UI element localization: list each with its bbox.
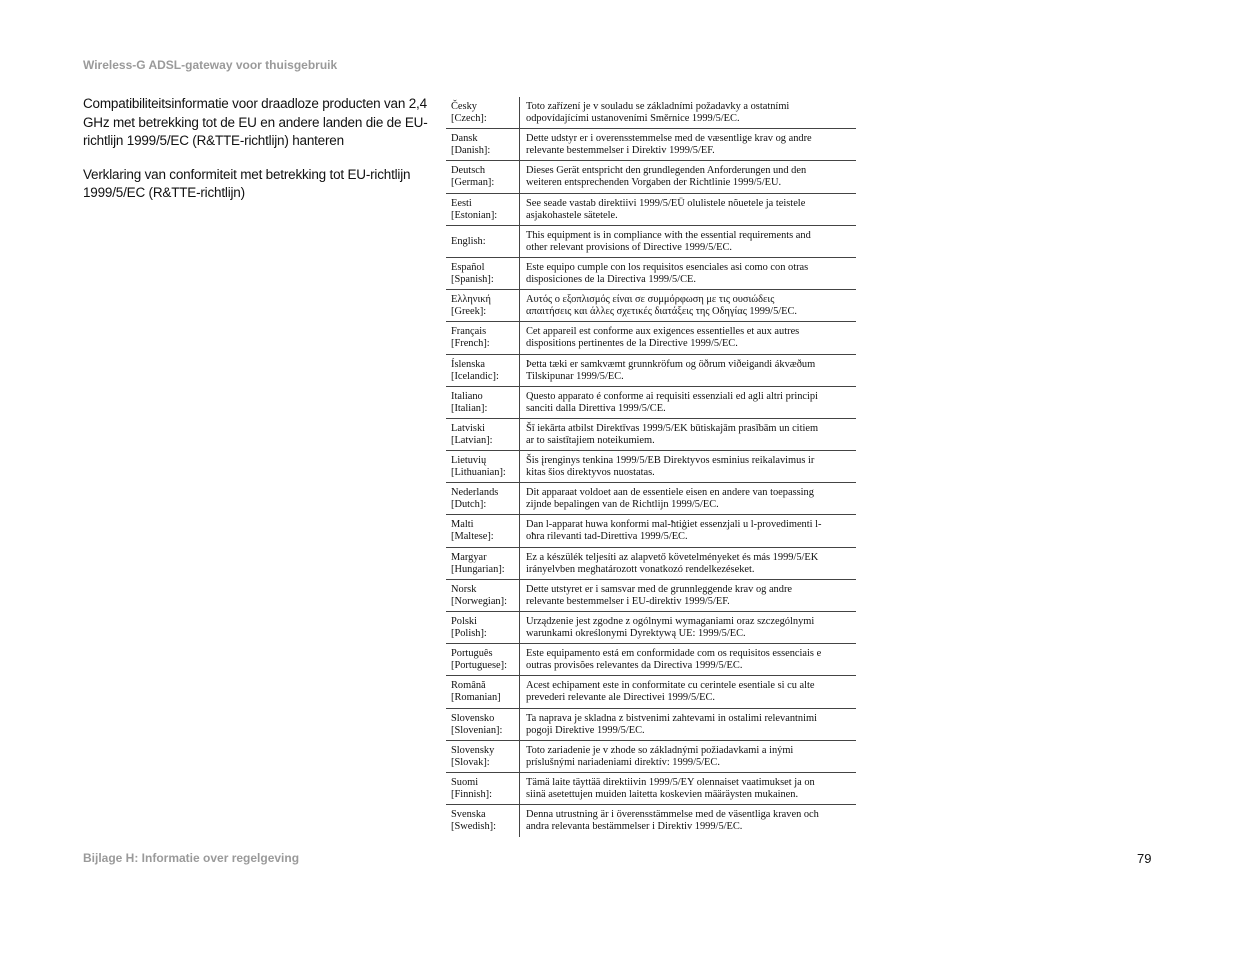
statement-line: Cet appareil est conforme aux exigences essentielles et aux autres — [526, 326, 800, 338]
language-name: Español — [451, 261, 485, 273]
language-label: [Dutch]: — [451, 499, 487, 511]
language-name: Margyar — [451, 551, 487, 563]
language-label: [Czech]: — [451, 113, 487, 124]
statement-cell — [520, 676, 856, 707]
language-name: Ελληνική — [451, 294, 491, 306]
table-row — [446, 290, 856, 322]
statement-line: asjakohastele sätetele. — [526, 209, 618, 221]
language-name: Deutsch — [451, 165, 486, 177]
language-label: [Romanian] — [451, 692, 501, 704]
statement-cell — [520, 322, 856, 353]
statement-cell — [520, 805, 856, 837]
statement-cell — [520, 419, 856, 450]
statement-line: See seade vastab direktiivi 1999/5/EÜ olulistele nõuetele ja teistele — [526, 197, 806, 209]
statement-cell — [520, 451, 856, 482]
statement-line: odpovídajícími ustanoveními Směrnice 1999/5/EC. — [526, 113, 740, 124]
language-label: [Maltese]: — [451, 531, 494, 543]
statement-line: prevederi relevante ale Directivei 1999/5/EC. — [526, 692, 715, 704]
statement-line: ar to saistītajiem noteikumiem. — [526, 434, 655, 446]
statement-line: απαιτήσεις και άλλες σχετικές διατάξεις της Οδηγίας 1999/5/EC. — [526, 306, 798, 318]
table-row — [446, 612, 856, 644]
language-name: Dansk — [451, 133, 478, 145]
table-row — [446, 387, 856, 419]
statement-line: Tämä laite täyttää direktiivin 1999/5/EY olennaiset vaatimukset ja on — [526, 776, 815, 788]
statement-line: sanciti dalla Direttiva 1999/5/CE. — [526, 402, 666, 414]
table-row — [446, 773, 856, 805]
table-row — [446, 676, 856, 708]
statement-line: Dette utstyret er i samsvar med de grunnleggende krav og andre — [526, 583, 793, 595]
language-name: Italiano — [451, 390, 483, 402]
statement-cell — [520, 773, 856, 804]
language-cell — [446, 805, 520, 837]
language-name: Français — [451, 326, 487, 338]
language-name: Português — [451, 648, 493, 660]
language-label: [Slovak]: — [451, 756, 490, 768]
language-cell — [446, 322, 520, 353]
table-row — [446, 97, 856, 129]
language-cell — [446, 709, 520, 740]
language-name: Suomi — [451, 776, 479, 788]
statement-cell — [520, 709, 856, 740]
statement-line: siinä asetettujen muiden laitetta koskevien määräysten mukainen. — [526, 788, 799, 800]
language-label: [Danish]: — [451, 145, 491, 157]
language-name: Norsk — [451, 583, 477, 595]
language-label: [German]: — [451, 177, 495, 189]
intro-section — [83, 95, 433, 218]
statement-cell — [520, 612, 856, 643]
statement-cell — [520, 226, 856, 257]
language-cell — [446, 290, 520, 321]
statement-line: dispositions pertinentes de la Directive 1999/5/EC. — [526, 338, 738, 350]
language-cell — [446, 548, 520, 579]
statement-line: This equipment is in compliance with the essential requirements and — [526, 229, 811, 241]
language-cell — [446, 258, 520, 289]
language-name: Nederlands — [451, 487, 499, 499]
language-cell — [446, 676, 520, 707]
language-label: [Hungarian]: — [451, 563, 505, 575]
statement-cell — [520, 741, 856, 772]
table-row — [446, 258, 856, 290]
language-cell — [446, 773, 520, 804]
language-cell — [446, 355, 520, 386]
language-name: English: — [451, 235, 486, 247]
table-row — [446, 515, 856, 547]
language-name: Eesti — [451, 197, 472, 209]
statement-cell — [520, 129, 856, 160]
language-label: [Slovenian]: — [451, 724, 503, 736]
table-row — [446, 644, 856, 676]
statement-line: kitas šios direktyvos nuostatas. — [526, 467, 655, 479]
statement-line: Toto zařízení je v souladu se základními požadavky a ostatními — [526, 101, 790, 112]
table-row — [446, 419, 856, 451]
language-cell — [446, 644, 520, 675]
page-number: 79 — [1137, 851, 1152, 866]
statement-line: Este equipo cumple con los requisitos esenciales asi como con otras — [526, 261, 809, 273]
language-label: [Spanish]: — [451, 273, 494, 285]
language-label: [Polish]: — [451, 628, 487, 639]
statement-line: zijnde bepalingen van de Richtlijn 1999/5/EC. — [526, 499, 719, 511]
statement-line: Šī iekārta atbilst Direktīvas 1999/5/EK būtiskajām prasībām un citiem — [526, 422, 819, 434]
language-label: [Icelandic]: — [451, 370, 499, 382]
statement-line: Tilskipunar 1999/5/EC. — [526, 370, 624, 382]
language-cell — [446, 483, 520, 514]
statement-line: disposiciones de la Directiva 1999/5/CE. — [526, 273, 696, 285]
language-cell — [446, 129, 520, 160]
language-label: [Portuguese]: — [451, 660, 507, 672]
language-name: Česky — [451, 101, 477, 112]
statement-cell — [520, 483, 856, 514]
statement-cell — [520, 258, 856, 289]
language-label: [Estonian]: — [451, 209, 498, 221]
language-label: [French]: — [451, 338, 490, 350]
statement-line: warunkami określonymi Dyrektywą UE: 1999/5/EC. — [526, 628, 746, 639]
statement-line: relevante bestemmelser i Direktiv 1999/5/EF. — [526, 145, 715, 157]
statement-cell — [520, 97, 856, 128]
statement-cell — [520, 290, 856, 321]
table-row — [446, 741, 856, 773]
statement-line: Acest echipament este in conformitate cu cerintele esentiale si cu alte — [526, 680, 815, 692]
statement-line: oħra rilevanti tad-Direttiva 1999/5/EC. — [526, 531, 688, 543]
compatibility-heading: Compatibiliteitsinformatie voor draadloze producten van 2,4 GHz met betrekking tot de EU en andere landen die de EU-richtlijn 1999/5/EC (R&TTE-richtlijn) hanteren — [83, 96, 428, 148]
language-cell — [446, 226, 520, 257]
statement-line: Šis įrenginys tenkina 1999/5/EB Direktyvos esminius reikalavimus ir — [526, 455, 815, 467]
statement-line: Questo apparato é conforme ai requisiti essenziali ed agli altri principi — [526, 390, 818, 402]
conformity-heading: Verklaring van conformiteit met betrekking tot EU-richtlijn 1999/5/EC (R&TTE-richtlijn) — [83, 166, 411, 200]
statement-line: weiteren entsprechenden Vorgaben der Richtlinie 1999/5/EU. — [526, 177, 782, 189]
statement-line: irányelvben meghatározott vonatkozó rendelkezéseket. — [526, 563, 755, 575]
language-label: [Finnish]: — [451, 788, 492, 800]
statement-line: Αυτός ο εξοπλισμός είναι σε συμμόρφωση με τις ουσιώδεις — [526, 294, 775, 306]
language-name: Lietuvių — [451, 455, 487, 467]
language-name: Latviski — [451, 422, 486, 434]
language-cell — [446, 741, 520, 772]
statement-line: Þetta tæki er samkvæmt grunnkröfum og öðrum viðeigandi ákvæðum — [526, 358, 816, 370]
statement-cell — [520, 387, 856, 418]
statement-cell — [520, 161, 856, 192]
statement-line: Dit apparaat voldoet aan de essentiele eisen en andere van toepassing — [526, 487, 814, 499]
table-row — [446, 451, 856, 483]
language-cell — [446, 612, 520, 643]
language-cell — [446, 515, 520, 546]
language-label: [Lithuanian]: — [451, 467, 506, 479]
language-name: Malti — [451, 519, 474, 531]
table-row — [446, 322, 856, 354]
language-name: Polski — [451, 616, 477, 627]
statement-cell — [520, 355, 856, 386]
language-name: Slovensko — [451, 712, 495, 724]
statement-cell — [520, 515, 856, 546]
table-row — [446, 548, 856, 580]
language-cell — [446, 387, 520, 418]
statement-line: Dan l-apparat huwa konformi mal-ħtiġiet essenzjali u l-provedimenti l- — [526, 519, 822, 531]
statement-cell — [520, 580, 856, 611]
language-name: Íslenska — [451, 358, 486, 370]
language-label: [Italian]: — [451, 402, 488, 414]
statement-cell — [520, 194, 856, 225]
language-cell — [446, 580, 520, 611]
table-row — [446, 226, 856, 258]
statement-line: Denna utrustning är i överensstämmelse med de väsentliga kraven och — [526, 809, 819, 821]
statement-line: pogoji Direktive 1999/5/EC. — [526, 724, 645, 736]
statement-line: relevante bestemmelser i EU-direktiv 1999/5/EF. — [526, 595, 730, 607]
table-row — [446, 483, 856, 515]
table-row — [446, 161, 856, 193]
statement-line: Ta naprava je skladna z bistvenimi zahtevami in ostalimi relevantnimi — [526, 712, 817, 724]
language-cell — [446, 97, 520, 128]
table-row — [446, 709, 856, 741]
table-row — [446, 129, 856, 161]
running-footer: Bijlage H: Informatie over regelgeving — [83, 851, 300, 865]
language-cell — [446, 161, 520, 192]
table-row — [446, 580, 856, 612]
table-row — [446, 194, 856, 226]
running-header: Wireless-G ADSL-gateway voor thuisgebruik — [83, 58, 338, 72]
language-name: Română — [451, 680, 486, 692]
language-label: [Norwegian]: — [451, 595, 507, 607]
statement-line: Ez a készülék teljesíti az alapvető követelményeket és más 1999/5/EK — [526, 551, 819, 563]
statement-cell — [520, 548, 856, 579]
statement-line: príslušnými nariadeniami direktív: 1999/5/EC. — [526, 756, 720, 768]
language-cell — [446, 194, 520, 225]
statement-line: Este equipamento está em conformidade com os requisitos essenciais e — [526, 648, 822, 660]
table-row — [446, 805, 856, 837]
statement-line: Urządzenie jest zgodne z ogólnymi wymaganiami oraz szczególnymi — [526, 616, 815, 627]
table-row — [446, 355, 856, 387]
statement-line: outras provisões relevantes da Directiva 1999/5/EC. — [526, 660, 743, 672]
statement-line: other relevant provisions of Directive 1999/5/EC. — [526, 241, 733, 253]
language-label: [Latvian]: — [451, 434, 493, 446]
statement-line: Toto zariadenie je v zhode so základnými požiadavkami a inými — [526, 744, 794, 756]
statement-line: Dieses Gerät entspricht den grundlegenden Anforderungen und den — [526, 165, 807, 177]
statement-cell — [520, 644, 856, 675]
statement-line: Dette udstyr er i overensstemmelse med de væsentlige krav og andre — [526, 133, 812, 145]
language-cell — [446, 419, 520, 450]
statement-line: andra relevanta bestämmelser i Direktiv 1999/5/EC. — [526, 821, 743, 833]
declaration-table — [446, 97, 856, 837]
language-name: Svenska — [451, 809, 486, 821]
language-label: [Greek]: — [451, 306, 487, 318]
language-cell — [446, 451, 520, 482]
language-label: [Swedish]: — [451, 821, 497, 833]
language-name: Slovensky — [451, 744, 495, 756]
